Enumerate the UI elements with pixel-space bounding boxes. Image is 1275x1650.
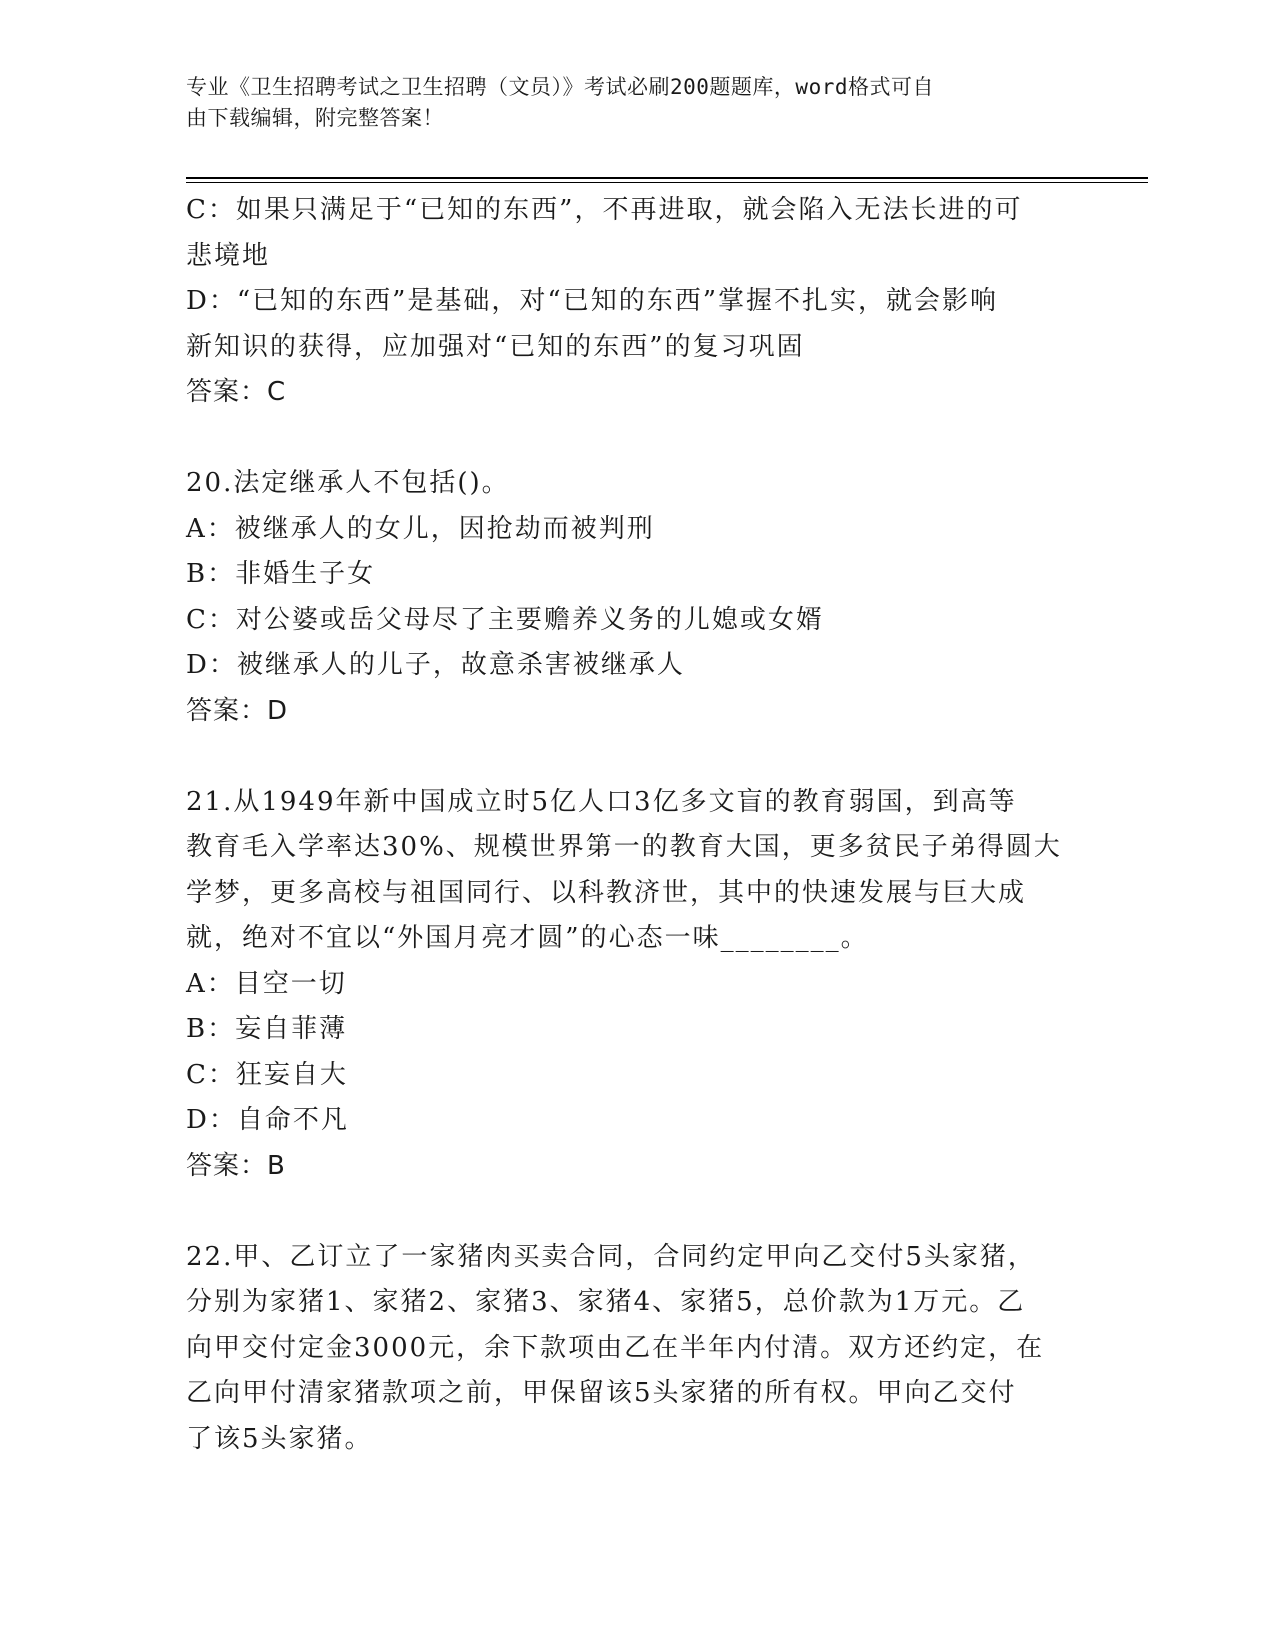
option-c: C：狂妄自大 — [186, 1059, 348, 1090]
question-stem-continued: 学梦，更多高校与祖国同行、以科教济世，其中的快速发展与巨大成 — [186, 877, 1027, 908]
question-stem-continued: 就，绝对不宜以“外国月亮才圆”的心态一味________。 — [186, 923, 869, 953]
question-stem-continued: 教育毛入学率达30%、规模世界第一的教育大国，更多贫民子弟得圆大 — [186, 832, 1062, 862]
option-d: D：被继承人的儿子，故意杀害被继承人 — [186, 650, 685, 680]
spacer — [186, 416, 1086, 462]
header-title-line-1: 专业《卫生招聘考试之卫生招聘（文员）》考试必刷200题题库，word格式可自 — [186, 75, 934, 99]
question-stem-continued: 分别为家猪1、家猪2、家猪3、家猪4、家猪5，总价款为1万元。乙 — [186, 1287, 1026, 1317]
answer-label: 答案：C — [186, 377, 287, 407]
question-stem-continued: 了该5头家猪。 — [186, 1423, 373, 1454]
option-c-text-continued: 悲境地 — [186, 240, 271, 271]
option-a: A：目空一切 — [186, 968, 347, 999]
question-stem-continued: 向甲交付定金3000元，余下款项由乙在半年内付清。双方还约定，在 — [186, 1332, 1045, 1363]
document-header — [186, 72, 1066, 134]
option-c: C：对公婆或岳父母尽了主要赡养义务的儿媳或女婿 — [186, 604, 824, 635]
option-b: B：妄自菲薄 — [186, 1014, 348, 1044]
option-d-text-continued: 新知识的获得，应加强对“已知的东西”的复习巩固 — [186, 331, 805, 362]
header-title-line-2: 由下载编辑，附完整答案！ — [186, 106, 444, 130]
prev-question-block — [186, 188, 1086, 416]
spacer — [186, 734, 1086, 780]
question-20 — [186, 461, 1086, 734]
question-stem: 22.甲、乙订立了一家猪肉买卖合同，合同约定甲向乙交付5头家猪， — [186, 1241, 1036, 1272]
question-stem: 20.法定继承人不包括()。 — [186, 468, 510, 498]
header-rule-thick — [186, 177, 1148, 179]
spacer — [186, 1189, 1086, 1235]
option-c-text: C：如果只满足于“已知的东西”，不再进取，就会陷入无法长进的可 — [186, 195, 1023, 225]
question-stem-continued: 乙向甲付清家猪款项之前，甲保留该5头家猪的所有权。甲向乙交付 — [186, 1378, 1017, 1408]
option-b: B：非婚生子女 — [186, 559, 376, 589]
question-22 — [186, 1235, 1086, 1463]
question-21 — [186, 780, 1086, 1190]
answer-label: 答案：D — [186, 695, 289, 726]
option-d-text: D：“已知的东西”是基础，对“已知的东西”掌握不扎实，就会影响 — [186, 286, 999, 316]
answer-label: 答案：B — [186, 1150, 286, 1181]
question-stem: 21.从1949年新中国成立时5亿人口3亿多文盲的教育弱国，到高等 — [186, 786, 1017, 817]
question-content — [186, 188, 1086, 1462]
option-d: D：自命不凡 — [186, 1105, 349, 1135]
header-rule-thin — [186, 182, 1148, 183]
option-a: A：被继承人的女儿，因抢劫而被判刑 — [186, 513, 655, 544]
